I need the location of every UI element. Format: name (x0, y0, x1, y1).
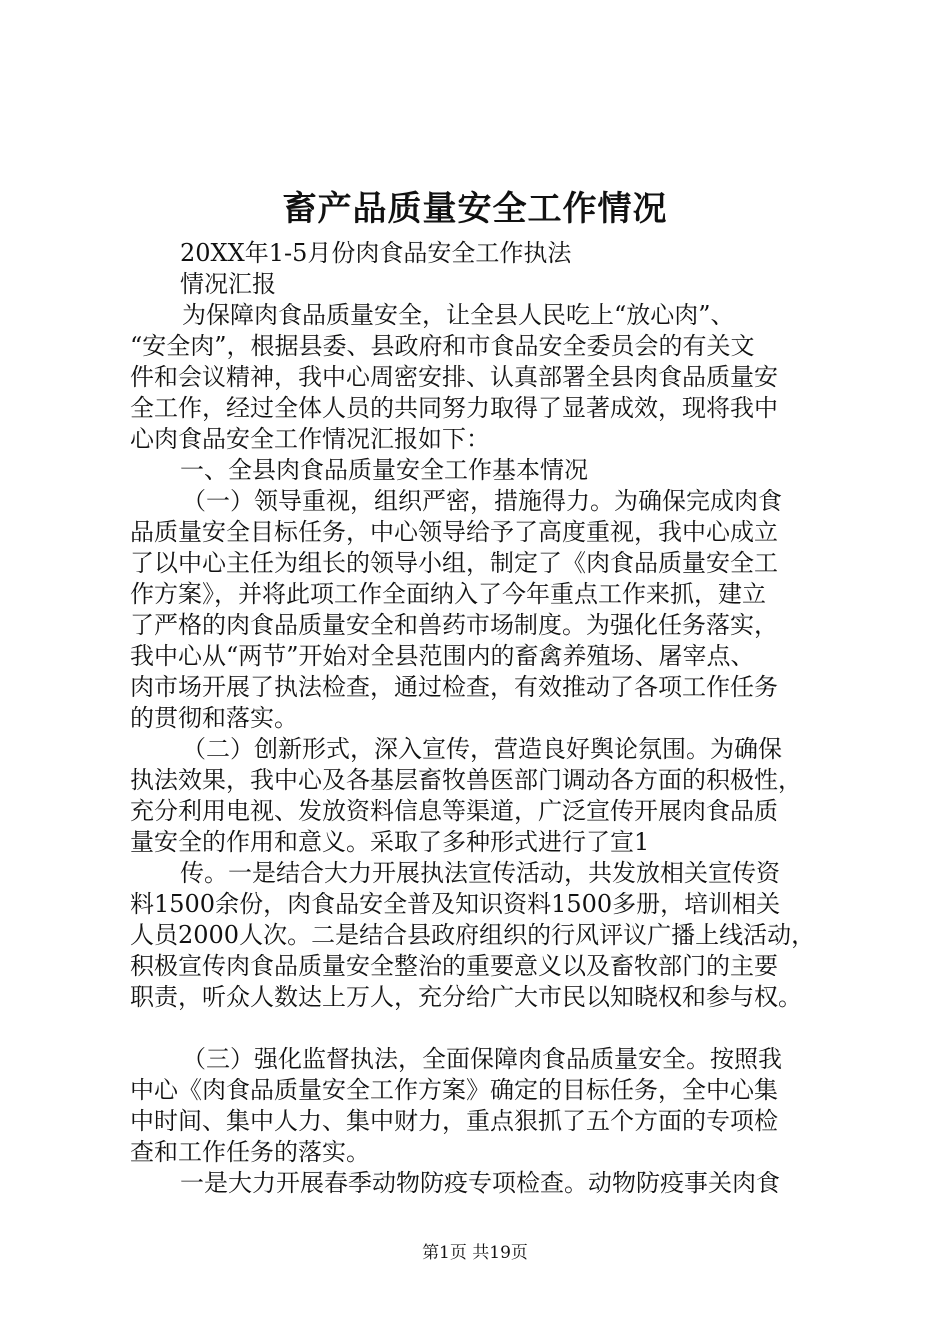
paragraph-line: 全工作，经过全体人员的共同努力取得了显著成效，现将我中 (130, 394, 778, 422)
paragraph-line: 我中心从“两节”开始对全县范围内的畜禽养殖场、屠宰点、 (130, 642, 755, 670)
paragraph-line: 量安全的作用和意义。采取了多种形式进行了宣1 (130, 828, 650, 856)
paragraph-line: 件和会议精神，我中心周密安排、认真部署全县肉食品质量安 (130, 363, 778, 391)
paragraph-line: 了严格的肉食品质量安全和兽药市场制度。为强化任务落实， (130, 611, 778, 639)
paragraph-line: （三）强化监督执法，全面保障肉食品质量安全。按照我 (182, 1045, 782, 1073)
paragraph-line: 传。一是结合大力开展执法宣传活动，共发放相关宣传资 (180, 859, 780, 887)
paragraph-line: 中心《肉食品质量安全工作方案》确定的目标任务，全中心集 (130, 1076, 778, 1104)
paragraph-line: 品质量安全目标任务，中心领导给予了高度重视，我中心成立 (130, 518, 778, 546)
paragraph-line: 人员2000人次。二是结合县政府组织的行风评议广播上线活动， (130, 921, 816, 949)
paragraph-line: 肉市场开展了执法检查，通过检查，有效推动了各项工作任务 (130, 673, 778, 701)
paragraph-line: 为保障肉食品质量安全，让全县人民吃上“放心肉”、 (182, 301, 735, 329)
paragraph-line: 查和工作任务的落实。 (130, 1138, 370, 1166)
paragraph-line: 中时间、集中人力、集中财力，重点狠抓了五个方面的专项检 (130, 1107, 778, 1135)
paragraph-line: 的贯彻和落实。 (130, 704, 298, 732)
paragraph-line: 积极宣传肉食品质量安全整治的重要意义以及畜牧部门的主要 (130, 952, 778, 980)
paragraph-line: 料1500余份，肉食品安全普及知识资料1500多册，培训相关 (130, 890, 781, 918)
section-heading: 一、全县肉食品质量安全工作基本情况 (180, 456, 588, 484)
paragraph-line: 充分利用电视、发放资料信息等渠道，广泛宣传开展肉食品质 (130, 797, 778, 825)
subtitle-line-2: 情况汇报 (180, 270, 276, 298)
document-body (130, 238, 830, 1199)
paragraph-line: 职责，听众人数达上万人，充分给广大市民以知晓权和参与权。 (130, 983, 802, 1011)
paragraph-line: 一是大力开展春季动物防疫专项检查。动物防疫事关肉食 (180, 1169, 780, 1197)
paragraph-line: 执法效果，我中心及各基层畜牧兽医部门调动各方面的积极性， (130, 766, 802, 794)
paragraph-line: 心肉食品安全工作情况汇报如下： (130, 425, 490, 453)
page-footer: 第1页 共19页 (422, 1243, 528, 1263)
paragraph-line: 作方案》，并将此项工作全面纳入了今年重点工作来抓，建立 (130, 580, 766, 608)
document-title: 畜产品质量安全工作情况 (282, 189, 668, 229)
blank-line (130, 1013, 830, 1044)
paragraph-line: “安全肉”，根据县委、县政府和市食品安全委员会的有关文 (130, 332, 755, 360)
paragraph-line: （二）创新形式，深入宣传，营造良好舆论氛围。为确保 (182, 735, 782, 763)
paragraph-line: （一）领导重视，组织严密，措施得力。为确保完成肉食 (182, 487, 782, 515)
subtitle-line-1: 20XX年1-5月份肉食品安全工作执法 (180, 239, 572, 267)
paragraph-line: 了以中心主任为组长的领导小组，制定了《肉食品质量安全工 (130, 549, 778, 577)
